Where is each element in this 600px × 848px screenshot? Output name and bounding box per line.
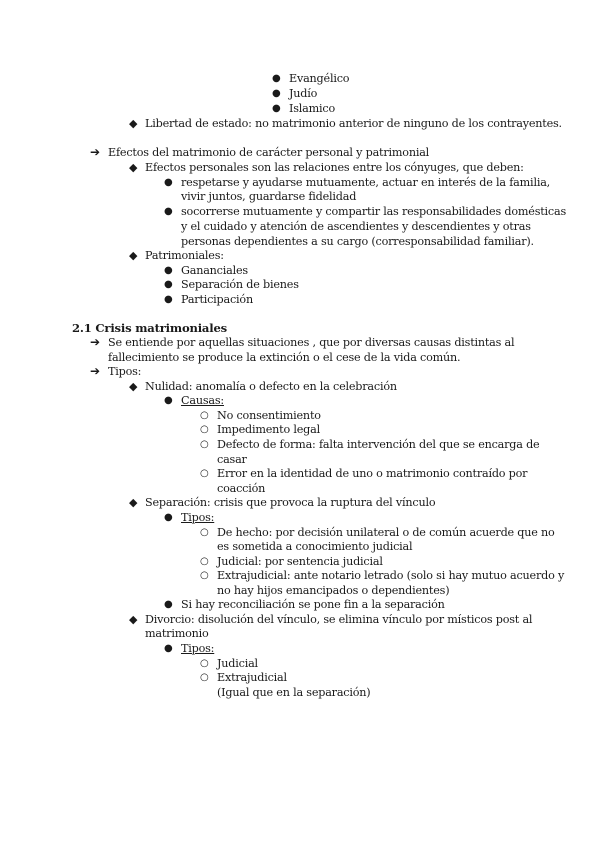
list-item: Judicial: por sentencia judicial — [217, 555, 383, 568]
circle-bullet-icon: ○ — [200, 658, 209, 669]
divorcio-item: Divorcio: disolución del vínculo, se elimina vínculo por místicos post al — [145, 613, 533, 626]
diamond-bullet-icon: ◆ — [129, 613, 138, 626]
circle-bullet-icon: ○ — [200, 556, 209, 567]
bullet-icon: ● — [164, 512, 173, 523]
list-item: Evangélico — [289, 72, 350, 85]
arrow-bullet-icon: ➔ — [90, 145, 101, 159]
list-item: Defecto de forma: falta intervención del que se encarga de — [217, 438, 540, 451]
list-item: Gananciales — [181, 264, 248, 277]
crisis-intro: fallecimiento se produce la extinción o el cese de la vida común. — [108, 351, 461, 364]
list-item: no hay hijos emancipados o dependientes) — [217, 584, 450, 597]
list-item: Extrajudicial: ante notario letrado (solo si hay mutuo acuerdo y — [217, 569, 565, 582]
list-item: Extrajudicial — [217, 671, 287, 684]
list-item: es sometida a conocimiento judicial — [217, 540, 413, 553]
list-item: vivir juntos, guardarse fidelidad — [181, 190, 357, 203]
div-nota: (Igual que en la separación) — [217, 686, 371, 699]
list-item: Separación de bienes — [181, 278, 299, 291]
diamond-bullet-icon: ◆ — [129, 161, 138, 174]
list-item: Participación — [181, 293, 253, 306]
efectos-patrimoniales: Patrimoniales: — [145, 249, 224, 262]
arrow-bullet-icon: ➔ — [90, 364, 101, 378]
bullet-icon: ● — [164, 206, 173, 217]
crisis-intro: Se entiende por aquellas situaciones , que por diversas causas distintas al — [108, 336, 515, 349]
div-tipos-label: Tipos: — [181, 642, 215, 655]
diamond-bullet-icon: ◆ — [129, 117, 138, 130]
list-item: socorrerse mutuamente y compartir las responsabilidades domésticas — [181, 205, 566, 218]
circle-bullet-icon: ○ — [200, 410, 209, 421]
circle-bullet-icon: ○ — [200, 570, 209, 581]
bullet-icon: ● — [164, 599, 173, 610]
circle-bullet-icon: ○ — [200, 439, 209, 450]
list-item: Judío — [289, 87, 318, 100]
nulidad-item: Nulidad: anomalía o defecto en la celebración — [145, 380, 397, 393]
list-item: Islamico — [289, 102, 335, 115]
section-heading: 2.1 Crisis matrimoniales — [72, 321, 227, 335]
circle-bullet-icon: ○ — [200, 527, 209, 538]
bullet-icon: ● — [164, 177, 173, 188]
causas-label: Causas: — [181, 394, 224, 407]
circle-bullet-icon: ○ — [200, 672, 209, 683]
libertad-item: Libertad de estado: no matrimonio anterior de ninguno de los contrayentes. — [145, 117, 562, 130]
list-item: No consentimiento — [217, 409, 321, 422]
bullet-icon: ● — [164, 294, 173, 305]
list-item: personas dependientes a su cargo (corresponsabilidad familiar). — [181, 235, 534, 248]
list-item: coacción — [217, 482, 266, 495]
arrow-bullet-icon: ➔ — [90, 335, 101, 349]
separacion-item: Separación: crisis que provoca la ruptura del vínculo — [145, 496, 436, 509]
diamond-bullet-icon: ◆ — [129, 249, 138, 262]
list-item: casar — [217, 453, 247, 466]
efectos-personales: Efectos personales son las relaciones entre los cónyuges, que deben: — [145, 161, 524, 174]
efectos-title: Efectos del matrimonio de carácter personal y patrimonial — [108, 146, 430, 159]
reconciliacion-item: Si hay reconciliación se pone fin a la separación — [181, 598, 445, 611]
circle-bullet-icon: ○ — [200, 424, 209, 435]
sep-tipos-label: Tipos: — [181, 511, 215, 524]
bullet-icon: ● — [164, 395, 173, 406]
list-item: respetarse y ayudarse mutuamente, actuar en interés de la familia, — [181, 176, 551, 189]
bullet-icon: ● — [164, 279, 173, 290]
bullet-icon: ● — [272, 73, 281, 84]
tipos-label: Tipos: — [108, 365, 142, 378]
list-item: De hecho: por decisión unilateral o de común acuerde que no — [217, 526, 555, 539]
bullet-icon: ● — [272, 103, 281, 114]
list-item: Error en la identidad de uno o matrimonio contraído por — [217, 467, 528, 480]
bullet-icon: ● — [164, 265, 173, 276]
diamond-bullet-icon: ◆ — [129, 496, 138, 509]
bullet-icon: ● — [164, 643, 173, 654]
diamond-bullet-icon: ◆ — [129, 380, 138, 393]
divorcio-item: matrimonio — [145, 627, 209, 640]
circle-bullet-icon: ○ — [200, 468, 209, 479]
list-item: y el cuidado y atención de ascendientes y descendientes y otras — [181, 220, 531, 233]
list-item: Impedimento legal — [217, 423, 320, 436]
bullet-icon: ● — [272, 88, 281, 99]
list-item: Judicial — [217, 657, 258, 670]
